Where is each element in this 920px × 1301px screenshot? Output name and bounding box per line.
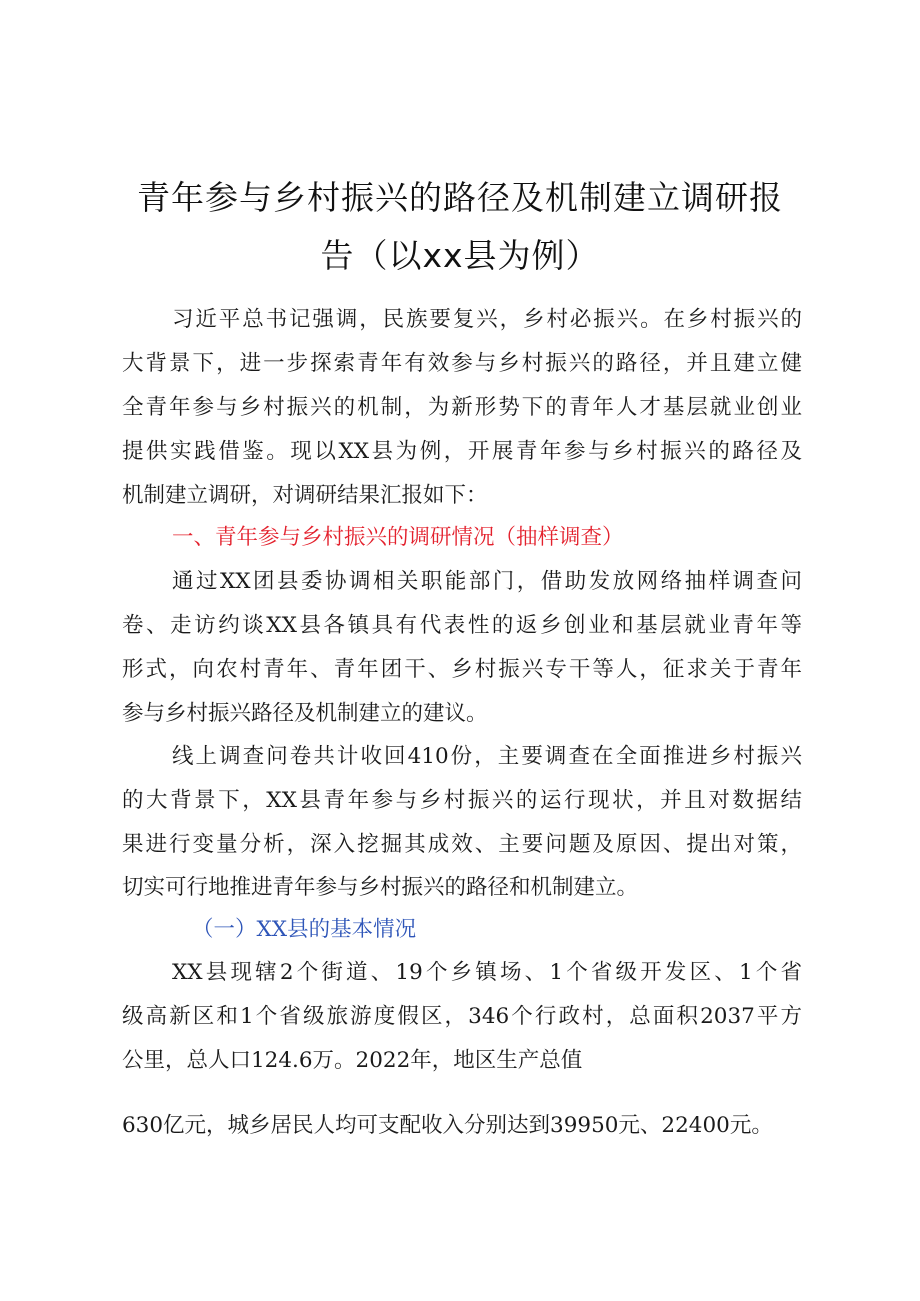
para3-line-1: XX县现辖2个街道、19个乡镇场、1个省级开发区、1个省 (172, 960, 802, 985)
para1-line-4: 参与乡村振兴路径及机制建立的建议。 (122, 701, 488, 726)
document-title-line-2: 告（以xx县为例） (320, 236, 600, 275)
para1-line-3: 形式，向农村青年、青年团干、乡村振兴专干等人，征求关于青年 (122, 657, 802, 682)
para2-line-2: 的大背景下，XX县青年参与乡村振兴的运行现状，并且对数据结 (122, 788, 802, 813)
document-title-line-1: 青年参与乡村振兴的路径及机制建立调研报 (137, 178, 783, 217)
para2-line-4: 切实可行地推进青年参与乡村振兴的路径和机制建立。 (122, 875, 639, 900)
subsection-heading: （一）XX县的基本情况 (192, 917, 417, 942)
para1-line-2: 卷、走访约谈XX县各镇具有代表性的返乡创业和基层就业青年等 (122, 613, 802, 638)
intro-line-2: 大背景下，进一步探索青年有效参与乡村振兴的路径，并且建立健 (122, 351, 802, 376)
section-heading: 一、青年参与乡村振兴的调研情况（抽样调查） (172, 525, 624, 550)
para4-line-1: 630亿元，城乡居民人均可支配收入分别达到39950元、22400元。 (122, 1113, 773, 1138)
intro-line-4: 提供实践借鉴。现以XX县为例，开展青年参与乡村振兴的路径及 (122, 439, 802, 464)
intro-line-1: 习近平总书记强调，民族要复兴，乡村必振兴。在乡村振兴的 (172, 307, 802, 332)
para3-line-3: 公里，总人口124.6万。2022年，地区生产总值 (122, 1048, 583, 1073)
para3-line-2: 级高新区和1个省级旅游度假区，346个行政村，总面积2037平方 (122, 1004, 802, 1029)
para2-line-3: 果进行变量分析，深入挖掘其成效、主要问题及原因、提出对策， (122, 832, 802, 857)
intro-line-5: 机制建立调研，对调研结果汇报如下： (122, 483, 488, 508)
para1-line-1: 通过XX团县委协调相关职能部门，借助发放网络抽样调查问 (172, 569, 802, 594)
para2-line-1: 线上调查问卷共计收回410份，主要调查在全面推进乡村振兴 (172, 744, 802, 769)
intro-line-3: 全青年参与乡村振兴的机制，为新形势下的青年人才基层就业创业 (122, 395, 802, 420)
